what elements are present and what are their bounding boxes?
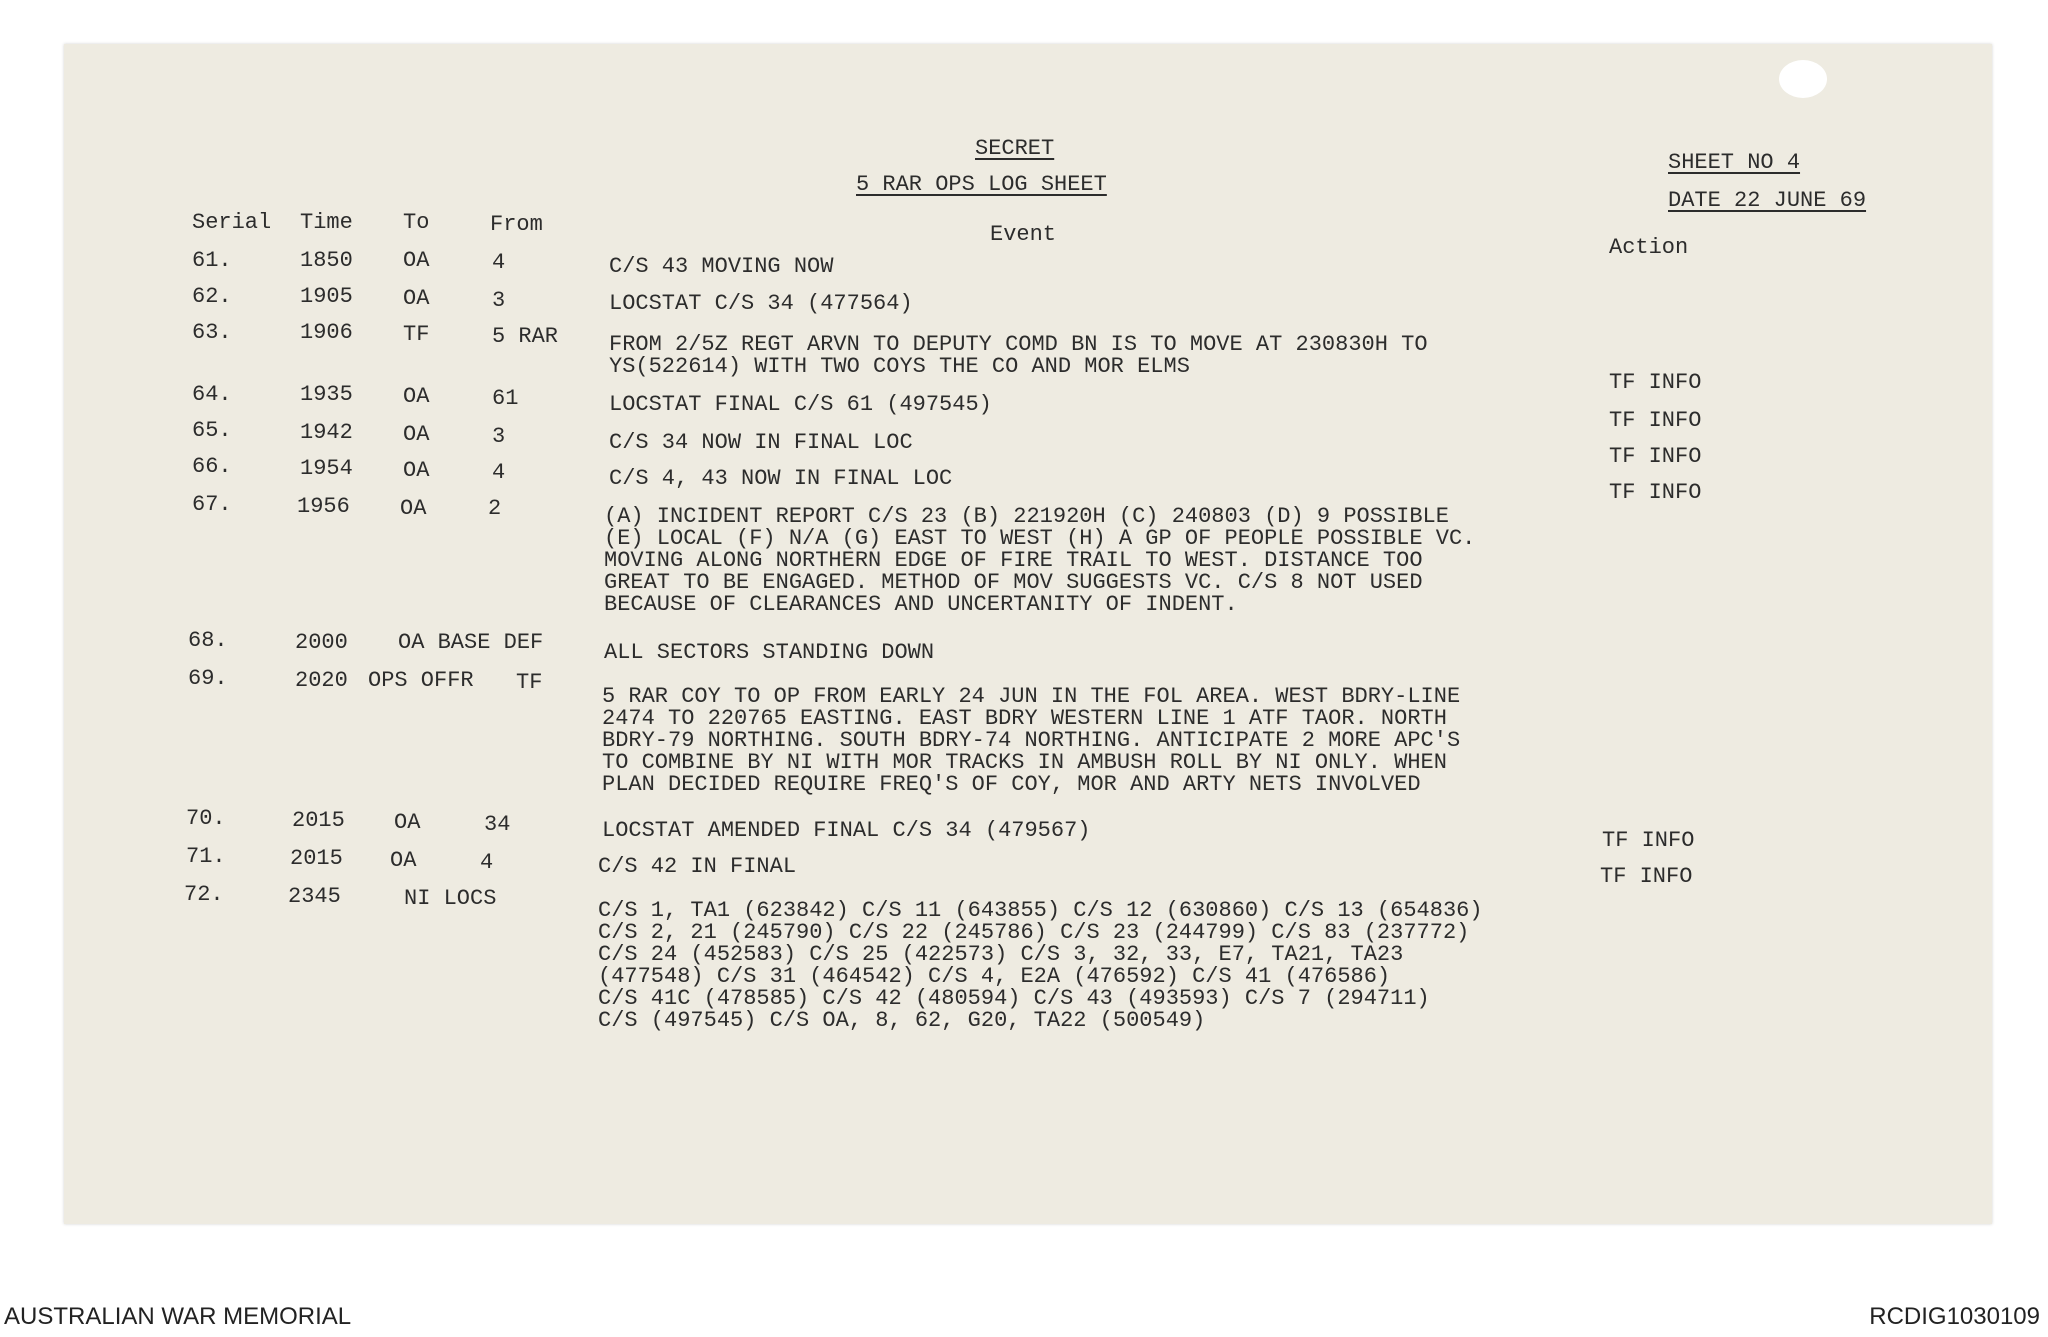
row-from: 5 RAR — [492, 324, 559, 349]
row-action: TF INFO — [1609, 370, 1702, 395]
row-action: TF INFO — [1602, 828, 1695, 853]
row-to: OA BASE DEF — [398, 630, 544, 655]
row-time: 1942 — [300, 420, 353, 445]
row-time: 2345 — [288, 884, 341, 909]
row-time: 1954 — [300, 456, 353, 481]
row-action: TF INFO — [1609, 444, 1702, 469]
row-from: 61 — [492, 386, 519, 411]
row-action: TF INFO — [1600, 864, 1693, 889]
row-to: OA — [403, 422, 430, 447]
row-to: NI LOCS — [404, 886, 497, 911]
row-serial: 62. — [192, 284, 232, 309]
row-event: ALL SECTORS STANDING DOWN — [604, 640, 935, 665]
row-serial: 71. — [186, 844, 226, 869]
row-serial: 68. — [188, 628, 228, 653]
column-header-event: Event — [990, 222, 1057, 247]
row-serial: 69. — [188, 666, 228, 691]
row-from: TF — [516, 670, 543, 695]
row-action: TF INFO — [1609, 408, 1702, 433]
row-from: 4 — [492, 460, 506, 485]
row-event: (A) INCIDENT REPORT C/S 23 (B) 221920H (C) 240803 (D) 9 POSSIBLE (E) LOCAL (F) N/A (G) EAST TO WEST (H) A GP OF PEOPLE POSSIBLE VC. MOVING ALONG NORTHERN EDGE OF FIRE TRAIL TO WEST. DISTANCE TOO GREAT TO BE ENGAGED. METHOD OF MOV SUGGESTS VC. C/S 8 NOT USED BECAUSE OF CLEARANCES AND UNCERTANITY OF INDENT. — [604, 504, 1476, 617]
row-to: OA — [403, 248, 430, 273]
row-from: 2 — [488, 496, 502, 521]
page-title: 5 RAR OPS LOG SHEET — [856, 172, 1107, 197]
row-time: 2015 — [290, 846, 343, 871]
punch-hole — [1779, 60, 1827, 98]
row-from: 3 — [492, 288, 506, 313]
row-serial: 63. — [192, 320, 232, 345]
row-serial: 64. — [192, 382, 232, 407]
sheet-date: DATE 22 JUNE 69 — [1668, 188, 1867, 213]
row-event: LOCSTAT AMENDED FINAL C/S 34 (479567) — [602, 818, 1091, 843]
column-header-time: Time — [300, 210, 353, 235]
row-serial: 61. — [192, 248, 232, 273]
row-time: 1935 — [300, 382, 353, 407]
row-time: 2020 — [295, 668, 348, 693]
footer-record-id: RCDIG1030109 — [1869, 1303, 2040, 1330]
column-header-from: From — [490, 212, 543, 237]
row-serial: 66. — [192, 454, 232, 479]
row-time: 1906 — [300, 320, 353, 345]
row-time: 2000 — [295, 630, 348, 655]
row-serial: 65. — [192, 418, 232, 443]
row-event: LOCSTAT C/S 34 (477564) — [609, 291, 913, 316]
row-event: C/S 43 MOVING NOW — [609, 254, 834, 279]
row-from: 3 — [492, 424, 506, 449]
row-to: OA — [400, 496, 427, 521]
classification-heading: SECRET — [975, 136, 1055, 161]
row-to: OA — [403, 286, 430, 311]
row-to: OA — [403, 384, 430, 409]
row-serial: 67. — [192, 492, 232, 517]
row-to: OA — [403, 458, 430, 483]
row-event: C/S 4, 43 NOW IN FINAL LOC — [609, 466, 953, 491]
row-time: 2015 — [292, 808, 345, 833]
sheet-number: SHEET NO 4 — [1668, 150, 1801, 175]
row-action: TF INFO — [1609, 480, 1702, 505]
row-to: OPS OFFR — [368, 668, 474, 693]
column-header-serial: Serial — [192, 210, 272, 235]
row-time: 1850 — [300, 248, 353, 273]
row-event: C/S 42 IN FINAL — [598, 854, 797, 879]
row-to: OA — [390, 848, 417, 873]
row-event: 5 RAR COY TO OP FROM EARLY 24 JUN IN THE FOL AREA. WEST BDRY-LINE 2474 TO 220765 EASTING. EAST BDRY WESTERN LINE 1 ATF TAOR. NORTH BDRY-79 NORTHING. SOUTH BDRY-74 NORTHING. ANTICIPATE 2 MORE APC'S TO COMBINE BY NI WITH MOR TRACKS IN AMBUSH ROLL BY NI ONLY. WHEN PLAN DECIDED REQUIRE FREQ'S OF COY, MOR AND ARTY NETS INVOLVED — [602, 684, 1461, 797]
column-header-action: Action — [1609, 235, 1689, 260]
row-event: C/S 1, TA1 (623842) C/S 11 (643855) C/S 12 (630860) C/S 13 (654836) C/S 2, 21 (245790) C/S 22 (245786) C/S 23 (244799) C/S 83 (237772) C/S 24 (452583) C/S 25 (422573) C/S 3, 32, 33, E7, TA21, TA23 (477548) C/S 31 (464542) C/S 4, E2A (476592) C/S 41 (476586) C/S 41C (478585) C/S 42 (480594) C/S 43 (493593) C/S 7 (294711) C/S (497545) C/S OA, 8, 62, G20, TA22 (500549) — [598, 898, 1483, 1033]
row-serial: 72. — [184, 882, 224, 907]
column-header-to: To — [403, 210, 430, 235]
row-event: C/S 34 NOW IN FINAL LOC — [609, 430, 913, 455]
row-to: OA — [394, 810, 421, 835]
log-sheet-paper — [64, 44, 1992, 1224]
row-event: LOCSTAT FINAL C/S 61 (497545) — [609, 392, 992, 417]
row-time: 1956 — [297, 494, 350, 519]
footer-archive-name: AUSTRALIAN WAR MEMORIAL — [4, 1303, 352, 1330]
row-from: 4 — [480, 850, 494, 875]
row-event: FROM 2/5Z REGT ARVN TO DEPUTY COMD BN IS TO MOVE AT 230830H TO YS(522614) WITH TWO COYS THE CO AND MOR ELMS — [609, 332, 1428, 379]
row-from: 4 — [492, 250, 506, 275]
row-serial: 70. — [186, 806, 226, 831]
row-from: 34 — [484, 812, 511, 837]
row-time: 1905 — [300, 284, 353, 309]
row-to: TF — [403, 322, 430, 347]
